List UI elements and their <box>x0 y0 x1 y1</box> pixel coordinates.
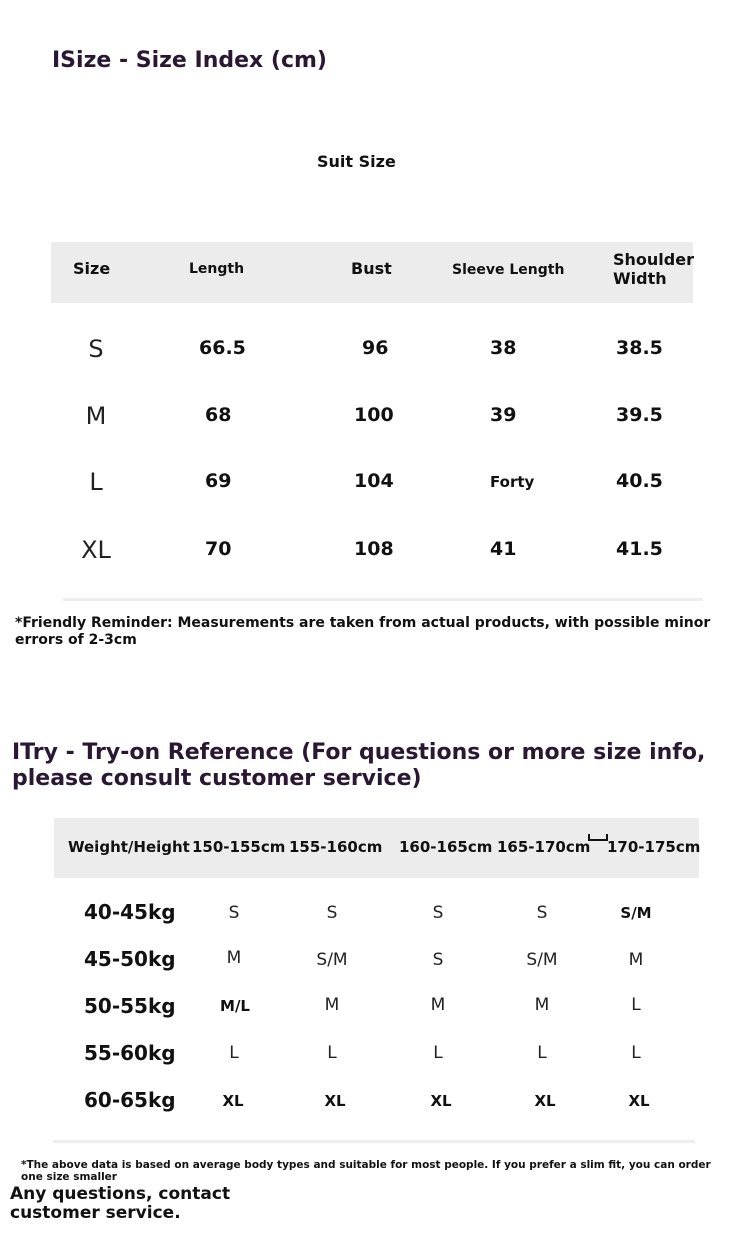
size-cell: S <box>88 335 104 363</box>
size-recommendation-cell: XL <box>222 1092 244 1110</box>
weight-label: 55-60kg <box>84 1041 176 1065</box>
contact-customer-service-text: Any questions, contact customer service. <box>10 1184 231 1223</box>
size-recommendation-cell: S/M <box>316 950 348 970</box>
size-index-title: ISize - Size Index (cm) <box>52 44 327 78</box>
body-type-footnote: *The above data is based on average body types and suitable for most people. If you prefer a slim fit, you can order one size smaller <box>21 1159 711 1183</box>
size-recommendation-cell: XL <box>534 1092 556 1110</box>
tryon-table-divider <box>53 1140 695 1143</box>
size-recommendation-cell: M <box>628 950 644 970</box>
bracket-mark-icon <box>588 834 608 841</box>
header-bust: Bust <box>351 259 392 278</box>
sleeve-cell: 38 <box>490 337 517 359</box>
sleeve-cell: 41 <box>490 538 517 560</box>
size-recommendation-cell: S <box>432 950 444 970</box>
weight-label: 60-65kg <box>84 1088 176 1112</box>
size-recommendation-cell: L <box>433 1043 443 1063</box>
header-weight-height: Weight/Height <box>68 838 190 856</box>
suit-size-subtitle: Suit Size <box>317 152 396 171</box>
shoulder-cell: 40.5 <box>616 470 663 492</box>
shoulder-cell: 41.5 <box>616 538 663 560</box>
size-recommendation-cell: L <box>631 995 641 1015</box>
size-recommendation-cell: S <box>326 903 338 923</box>
weight-label: 45-50kg <box>84 947 176 971</box>
header-sleeve-length: Sleeve Length <box>452 262 565 278</box>
size-cell: M <box>85 402 107 430</box>
size-recommendation-cell: M/L <box>220 997 250 1015</box>
size-table-divider <box>63 598 703 601</box>
header-height-155-160: 155-160cm <box>289 838 383 856</box>
size-recommendation-cell: L <box>229 1043 239 1063</box>
header-height-150-155: 150-155cm <box>192 838 286 856</box>
header-height-170-175: 170-175cm <box>607 838 701 856</box>
size-recommendation-cell: XL <box>324 1092 346 1110</box>
header-height-165-170: 165-170cm <box>497 838 591 856</box>
bust-cell: 108 <box>354 538 394 560</box>
bust-cell: 100 <box>354 404 394 426</box>
header-height-160-165: 160-165cm <box>399 838 493 856</box>
tryon-reference-title: ITry - Try-on Reference (For questions or more size info, please consult customer service) <box>12 740 706 791</box>
length-cell: 69 <box>205 470 232 492</box>
weight-label: 50-55kg <box>84 994 176 1018</box>
shoulder-cell: 39.5 <box>616 404 663 426</box>
bust-cell: 96 <box>362 337 389 359</box>
header-size: Size <box>73 259 111 278</box>
size-recommendation-cell: S <box>228 903 240 923</box>
size-recommendation-cell: L <box>327 1043 337 1063</box>
weight-label: 40-45kg <box>84 900 176 924</box>
length-cell: 68 <box>205 404 232 426</box>
size-recommendation-cell: XL <box>628 1092 650 1110</box>
size-recommendation-cell: L <box>537 1043 547 1063</box>
size-recommendation-cell: S <box>536 903 548 923</box>
header-length: Length <box>189 261 245 277</box>
header-shoulder-width: Shoulder Width <box>613 250 694 288</box>
sleeve-cell: 39 <box>490 404 517 426</box>
sleeve-cell: Forty <box>490 473 535 491</box>
length-cell: 70 <box>205 538 232 560</box>
size-recommendation-cell: S/M <box>620 904 652 922</box>
size-recommendation-cell: S/M <box>526 950 558 970</box>
measurement-reminder: *Friendly Reminder: Measurements are taken from actual products, with possible minor errors of 2-3cm <box>15 615 711 648</box>
size-recommendation-cell: M <box>324 995 340 1015</box>
bust-cell: 104 <box>354 470 394 492</box>
size-recommendation-cell: S <box>432 903 444 923</box>
size-recommendation-cell: L <box>631 1043 641 1063</box>
size-recommendation-cell: M <box>534 995 550 1015</box>
size-recommendation-cell: M <box>226 948 242 968</box>
size-recommendation-cell: XL <box>430 1092 452 1110</box>
size-cell: L <box>89 468 103 496</box>
length-cell: 66.5 <box>199 337 246 359</box>
size-cell: XL <box>81 536 111 564</box>
size-recommendation-cell: M <box>430 995 446 1015</box>
shoulder-cell: 38.5 <box>616 337 663 359</box>
